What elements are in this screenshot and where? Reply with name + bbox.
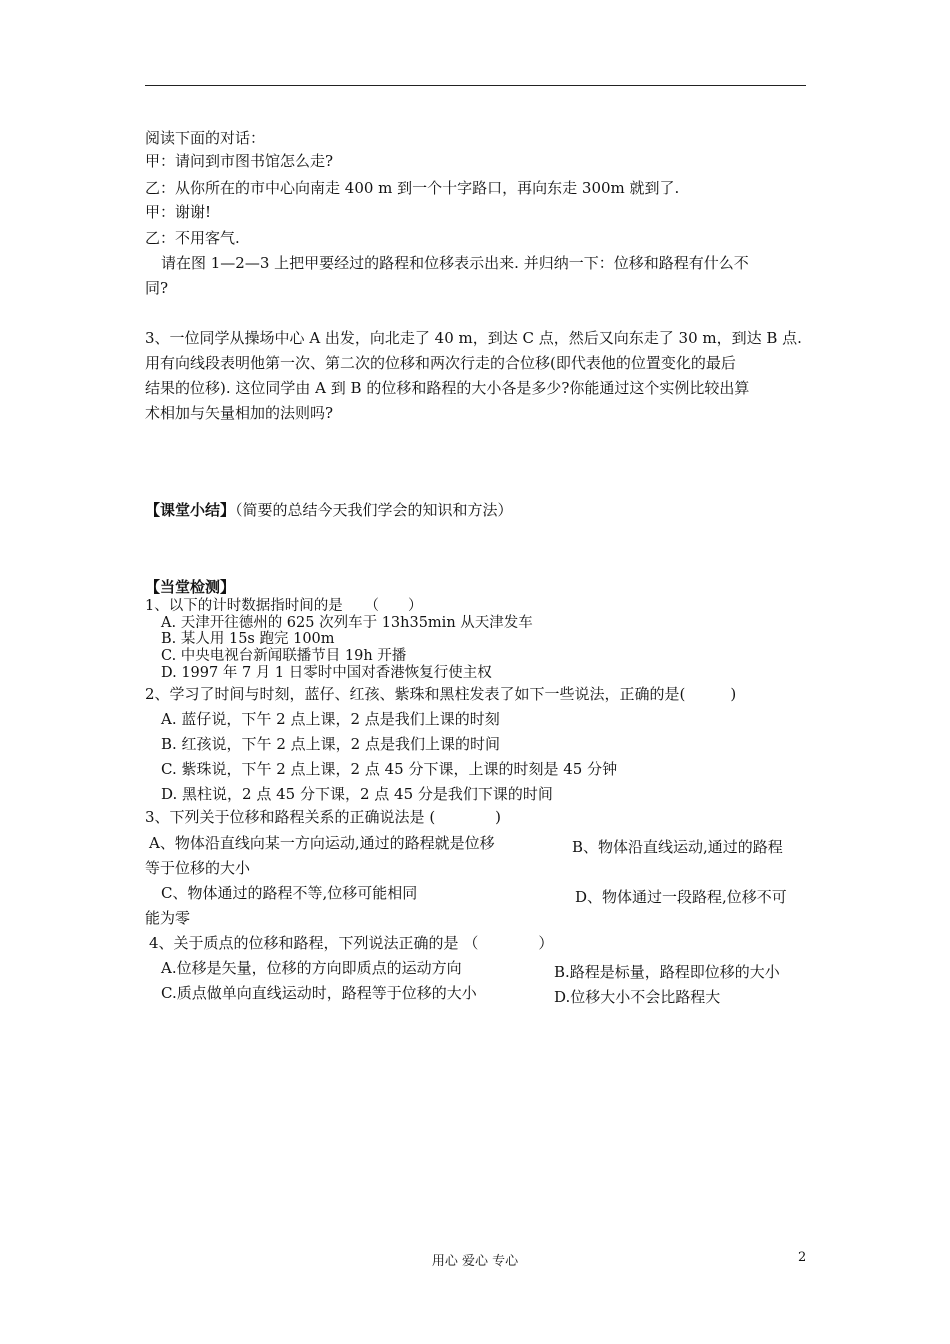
- dialogue-task-line-2: 同?: [145, 279, 169, 297]
- dialogue-line-3: 甲：谢谢!: [145, 203, 212, 221]
- q2-option-b: B. 红孩说，下午 2 点上课，2 点是我们上课的时间: [161, 735, 500, 753]
- page-number: 2: [798, 1250, 807, 1265]
- q2-option-a: A. 蓝仔说，下午 2 点上课，2 点是我们上课的时刻: [161, 710, 500, 728]
- q2-stem: 2、学习了时间与时刻，蓝仔、红孩、紫珠和黑柱发表了如下一些说法，正确的是( ): [145, 685, 737, 703]
- q3-option-b: B、物体沿直线运动,通过的路程: [572, 838, 783, 856]
- problem3-line-2: 用有向线段表明他第一次、第二次的位移和两次行走的合位移(即代表他的位置变化的最后: [145, 354, 736, 372]
- q2-option-c: C. 紫珠说，下午 2 点上课，2 点 45 分下课，上课的时刻是 45 分钟: [161, 760, 618, 778]
- q1-option-d: D. 1997 年 7 月 1 日零时中国对香港恢复行使主权: [161, 665, 492, 681]
- dialogue-task-line-1: 请在图 1—2—3 上把甲要经过的路程和位移表示出来. 并归纳一下：位移和路程有什么不: [161, 254, 749, 272]
- dialogue-line-1: 甲：请问到市图书馆怎么走?: [145, 152, 334, 170]
- q3-option-d: D、物体通过一段路程,位移不可: [575, 888, 787, 906]
- problem3-line-3: 结果的位移). 这位同学由 A 到 B 的位移和路程的大小各是多少?你能通过这个实例比较出算: [145, 379, 750, 397]
- q4-option-b: B.路程是标量，路程即位移的大小: [554, 963, 780, 981]
- footer-motto: 用心 爱心 专心: [431, 1254, 519, 1269]
- summary-heading: 【课堂小结】: [145, 501, 236, 519]
- q1-option-b: B. 某人用 15s 跑完 100m: [161, 631, 335, 647]
- q4-stem: 4、关于质点的位移和路程，下列说法正确的是 （ ）: [149, 934, 554, 952]
- q3-option-b-cont: 等于位移的大小: [145, 859, 251, 877]
- header-rule: [145, 85, 806, 86]
- summary-section: [145, 503, 513, 518]
- check-heading: 【当堂检测】: [145, 578, 236, 596]
- dialogue-intro: 阅读下面的对话：: [145, 129, 266, 147]
- q4-option-a: A.位移是矢量，位移的方向即质点的运动方向: [161, 959, 462, 977]
- q4-option-c: C.质点做单向直线运动时，路程等于位移的大小: [161, 984, 477, 1002]
- problem3-line-4: 术相加与矢量相加的法则吗?: [145, 404, 334, 422]
- dialogue-line-2: 乙：从你所在的市中心向南走 400 m 到一个十字路口，再向东走 300m 就到了.: [145, 179, 680, 197]
- q4-option-d: D.位移大小不会比路程大: [554, 988, 721, 1006]
- problem3-line-1: 3、一位同学从操场中心 A 出发，向北走了 40 m，到达 C 点，然后又向东走了 30 m，到达 B 点.: [145, 329, 802, 347]
- q1-option-a: A. 天津开往德州的 625 次列车于 13h35min 从天津发车: [161, 615, 533, 631]
- q1-stem: 1、以下的计时数据指时间的是 （ ）: [145, 598, 423, 614]
- q3-option-a: A、物体沿直线向某一方向运动,通过的路程就是位移: [149, 834, 495, 852]
- dialogue-line-4: 乙：不用客气.: [145, 229, 240, 247]
- q3-option-d-cont: 能为零: [145, 909, 191, 927]
- q1-option-c: C. 中央电视台新闻联播节目 19h 开播: [161, 648, 407, 664]
- summary-note: （简要的总结今天我们学会的知识和方法）: [235, 501, 513, 519]
- q3-stem: 3、下列关于位移和路程关系的正确说法是 ( ): [145, 808, 502, 826]
- q2-option-d: D. 黑柱说，2 点 45 分下课，2 点 45 分是我们下课的时间: [161, 785, 553, 803]
- q3-option-c: C、物体通过的路程不等,位移可能相同: [161, 884, 418, 902]
